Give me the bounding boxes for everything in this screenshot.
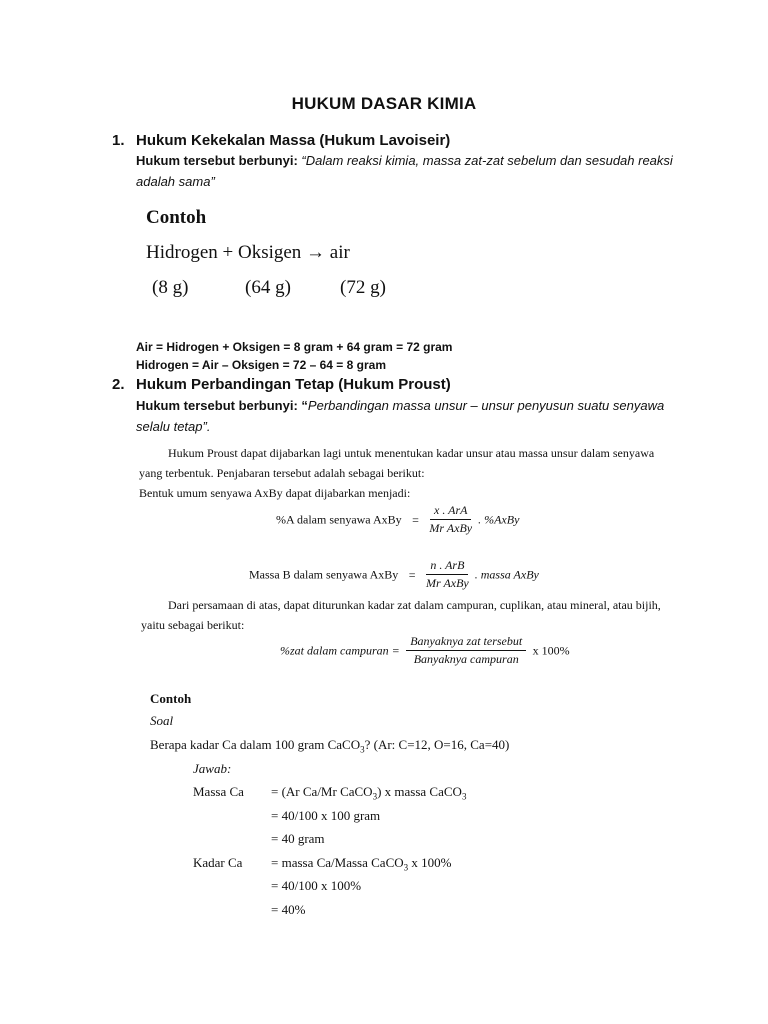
question-atomic-masses: ? (Ar: C=12, O=16, Ca=40): [364, 737, 510, 752]
section-1-number: 1.: [112, 132, 125, 149]
formula-3-numerator: Banyaknya zat tersebut: [406, 634, 526, 651]
section-2-title: Hukum Perbandingan Tetap (Hukum Proust): [136, 376, 451, 393]
formula-2-equals: =: [408, 567, 416, 582]
formula-percent-zat: [280, 634, 570, 667]
section-2-number: 2.: [112, 376, 125, 393]
section-2-quote: Perbandingan massa unsur – unsur penyusun suatu senyawa selalu tetap”.: [136, 398, 665, 434]
kadar-step-1-sub: 3: [403, 862, 409, 873]
massa-ca-step-1: [271, 784, 466, 802]
kadar-step-1-b: x 100%: [408, 855, 452, 870]
section-2-statement: [136, 395, 676, 437]
section-1-statement: [136, 150, 676, 192]
question-text: Berapa kadar Ca dalam 100 gram CaCO: [150, 737, 361, 752]
section-2-quote-open: “: [301, 398, 308, 413]
section-1-title: Hukum Kekekalan Massa (Hukum Lavoiseir): [136, 132, 451, 149]
massa-ca-step-3: = 40 gram: [271, 831, 325, 846]
formula-percent-a: [276, 503, 519, 536]
formula-2-numerator: n . ArB: [426, 558, 468, 575]
formula-2-denominator: Mr AxBy: [426, 576, 469, 590]
section-2-heading: [112, 376, 451, 393]
formula-3-label: %zat dalam campuran =: [280, 643, 400, 658]
kadar-step-1-a: = massa Ca/Massa CaCO: [271, 855, 404, 870]
para-2-line-2: yaitu sebagai berikut:: [141, 618, 245, 632]
reaction-equation: Hidrogen + Oksigen → air: [146, 242, 350, 263]
massa-ca-label: Massa Ca: [193, 784, 244, 799]
formula-1-fraction: [425, 503, 476, 536]
mass-oxygen: (64 g): [245, 277, 291, 298]
formula-3-denominator: Banyaknya campuran: [413, 652, 519, 666]
massa-step-1-b: ) x massa CaCO: [377, 784, 462, 799]
mass-hydrogen: (8 g): [152, 277, 189, 298]
example-2-question: [150, 737, 509, 755]
para-2-line-1: Dari persamaan di atas, dapat diturunkan kadar zat dalam campuran, cuplikan, atau mineral, atau bijih,: [168, 598, 661, 612]
kadar-ca-step-1: [271, 855, 451, 873]
calc-line-1: Air = Hidrogen + Oksigen = 8 gram + 64 gram = 72 gram: [136, 340, 453, 354]
formula-1-tail: . %AxBy: [478, 512, 520, 527]
page-title: HUKUM DASAR KIMIA: [291, 94, 477, 113]
example-1-title: Contoh: [146, 207, 207, 228]
formula-1-label: %A dalam senyawa AxBy: [276, 512, 402, 527]
para-1-line-1: Hukum Proust dapat dijabarkan lagi untuk menentukan kadar unsur atau massa unsur dalam senyawa: [168, 446, 655, 460]
mass-water: (72 g): [340, 277, 386, 298]
formula-1-numerator: x . ArA: [430, 503, 471, 520]
kadar-ca-step-3: = 40%: [271, 902, 306, 917]
formula-mass-b: [249, 558, 539, 591]
formula-1-equals: =: [412, 512, 419, 527]
formula-3-tail: x 100%: [532, 643, 570, 658]
example-2-title: Contoh: [150, 691, 192, 706]
calc-line-2: Hidrogen = Air – Oksigen = 72 – 64 = 8 gram: [136, 358, 386, 372]
formula-2-fraction: [422, 558, 473, 591]
formula-3-fraction: [406, 634, 526, 667]
massa-step-1-sub2: 3: [461, 791, 467, 802]
section-2-lead: Hukum tersebut berbunyi:: [136, 398, 298, 413]
question-subscript: 3: [360, 744, 365, 755]
section-1-heading: [112, 132, 450, 149]
formula-1-denominator: Mr AxBy: [429, 521, 473, 535]
massa-step-1-sub: 3: [372, 791, 378, 802]
example-2-soal: Soal: [150, 713, 174, 728]
massa-step-1-a: = (Ar Ca/Mr CaCO: [271, 784, 373, 799]
formula-2-label: Massa B dalam senyawa AxBy: [249, 567, 399, 582]
kadar-ca-step-2: = 40/100 x 100%: [271, 878, 362, 893]
kadar-ca-label: Kadar Ca: [193, 855, 243, 870]
example-2-jawab: Jawab:: [193, 761, 232, 776]
para-1-line-3: Bentuk umum senyawa AxBy dapat dijabarkan menjadi:: [139, 486, 411, 500]
section-1-quote: “Dalam reaksi kimia, massa zat-zat sebelum dan sesudah reaksi adalah sama”: [136, 153, 673, 189]
section-1-lead: Hukum tersebut berbunyi:: [136, 153, 298, 168]
formula-2-tail: . massa AxBy: [474, 567, 539, 582]
massa-ca-step-2: = 40/100 x 100 gram: [271, 808, 381, 823]
para-1-line-2: yang terbentuk. Penjabaran tersebut adalah sebagai berikut:: [139, 466, 425, 480]
